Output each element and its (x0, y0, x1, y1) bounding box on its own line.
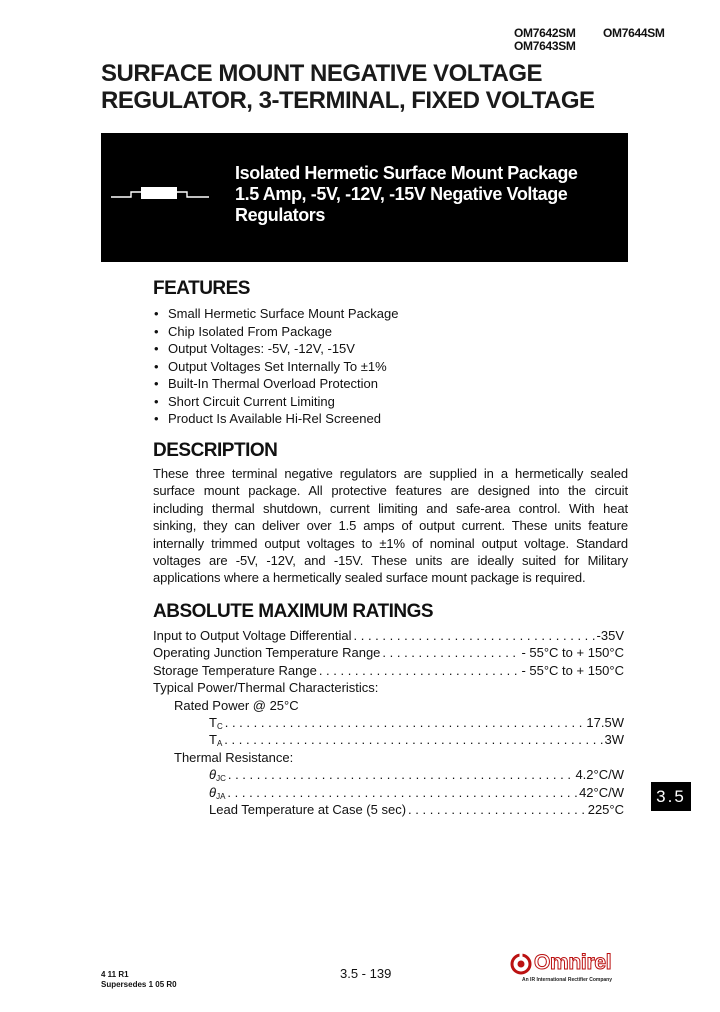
rating-value: 17.5W (586, 714, 624, 730)
rating-row-junction-temp (153, 644, 624, 661)
rating-value: 225°C (587, 801, 624, 817)
rating-label: Storage Temperature Range (153, 662, 317, 678)
symbol-subscript: JA (216, 791, 226, 801)
symbol-subscript: A (216, 739, 223, 749)
ratings-heading: ABSOLUTE MAXIMUM RATINGS (153, 601, 434, 622)
rating-row-theta-ja (153, 784, 624, 801)
symbol-subscript: C (216, 721, 223, 731)
rating-row-tc (153, 714, 624, 731)
part-number-om7644sm: OM7644SM (603, 26, 665, 40)
rating-value: -35V (596, 628, 624, 643)
rating-value: 4.2°C/W (575, 767, 624, 783)
dot-leader (354, 627, 595, 644)
rating-value: - 55°C to + 150°C (521, 662, 624, 678)
rating-row-thermal-header (153, 749, 624, 766)
rating-subheading: Rated Power @ 25°C (174, 697, 299, 713)
rating-value: 42°C/W (579, 784, 624, 800)
logo-name: Omnirel (534, 951, 612, 974)
symbol-subscript: JC (216, 774, 226, 784)
dot-leader (319, 662, 520, 679)
title-line-1: SURFACE MOUNT NEGATIVE VOLTAGE (101, 60, 543, 87)
rating-label: Operating Junction Temperature Range (153, 645, 381, 661)
banner-text (235, 163, 578, 226)
rating-row-theta-jc (153, 766, 624, 783)
part-number-om7643sm: OM7643SM (514, 39, 576, 53)
product-banner (101, 133, 628, 262)
rating-row-typical-header (153, 679, 624, 696)
feature-item: • Short Circuit Current Limiting (153, 393, 398, 411)
description-heading: DESCRIPTION (153, 440, 278, 461)
doc-code: 4 11 R1 (101, 970, 129, 979)
symbol-base: T (209, 732, 217, 748)
feature-item: • Output Voltages Set Internally To ±1% (153, 358, 398, 376)
ratings-table (153, 627, 624, 818)
dot-leader (228, 766, 574, 783)
ratings-section (153, 601, 624, 818)
logo-tagline: An IR International Rectifier Company (522, 977, 613, 983)
banner-line-1: Isolated Hermetic Surface Mount Package (235, 163, 578, 183)
rating-subheading: Thermal Resistance: (174, 749, 294, 765)
rating-value: 3W (604, 732, 624, 748)
description-text: These three terminal negative regulators are supplied in a hermetically sealed surface mount package. All protective features are designed into the circuit including thermal shutdown, current limiting and safe-area control. With heat sinking, they can deliver over 1.5 amps of output current. These units feature internally trimmed output voltages to ±1% of nominal output voltage. Standard voltages are -5V, -12V, and -15V. These units are ideally suited for Military applications where a hermetically sealed surface mount package is required. (153, 466, 628, 586)
description-section (153, 440, 628, 587)
symbol-base: T (209, 714, 217, 730)
dot-leader (227, 784, 577, 801)
feature-item: • Built-In Thermal Overload Protection (153, 375, 398, 393)
dot-leader (408, 801, 586, 818)
rating-value: - 55°C to + 150°C (521, 645, 624, 661)
rating-row-storage-temp (153, 662, 624, 679)
feature-item: • Small Hermetic Surface Mount Package (153, 305, 398, 323)
feature-item: • Product Is Available Hi-Rel Screened (153, 410, 398, 428)
symbol-base: θ (209, 784, 217, 800)
dot-leader (382, 644, 519, 661)
feature-item: • Chip Isolated From Package (153, 323, 398, 341)
features-list (153, 305, 398, 428)
dot-leader (224, 731, 602, 748)
part-number-om7642sm: OM7642SM (514, 26, 576, 40)
rating-label: Lead Temperature at Case (5 sec) (209, 801, 407, 817)
symbol-base: θ (209, 767, 217, 783)
rating-row-lead-temp (153, 801, 624, 818)
features-section (153, 278, 398, 428)
supersedes-note: Supersedes 1 05 R0 (101, 980, 177, 989)
rating-subheading: Typical Power/Thermal Characteristics: (153, 680, 379, 696)
features-heading: FEATURES (153, 278, 250, 299)
page-title (101, 60, 595, 114)
dot-leader (225, 714, 585, 731)
rating-label: Input to Output Voltage Differential (153, 628, 352, 643)
rating-row-input-output (153, 627, 624, 644)
footer-doc-info (101, 970, 177, 990)
feature-item: • Output Voltages: -5V, -12V, -15V (153, 340, 398, 358)
rating-row-ta (153, 731, 624, 748)
omnirel-logo (508, 950, 628, 988)
page-number: 3.5 - 139 (340, 966, 392, 981)
omnirel-mark-icon (510, 952, 534, 978)
surface-mount-package-icon (109, 181, 213, 207)
section-tab: 3.5 (651, 782, 691, 811)
title-line-2: REGULATOR, 3-TERMINAL, FIXED VOLTAGE (101, 87, 595, 114)
banner-line-3: Regulators (235, 205, 326, 225)
rating-row-rated-power (153, 697, 624, 714)
banner-line-2: 1.5 Amp, -5V, -12V, -15V Negative Voltage (235, 184, 568, 204)
